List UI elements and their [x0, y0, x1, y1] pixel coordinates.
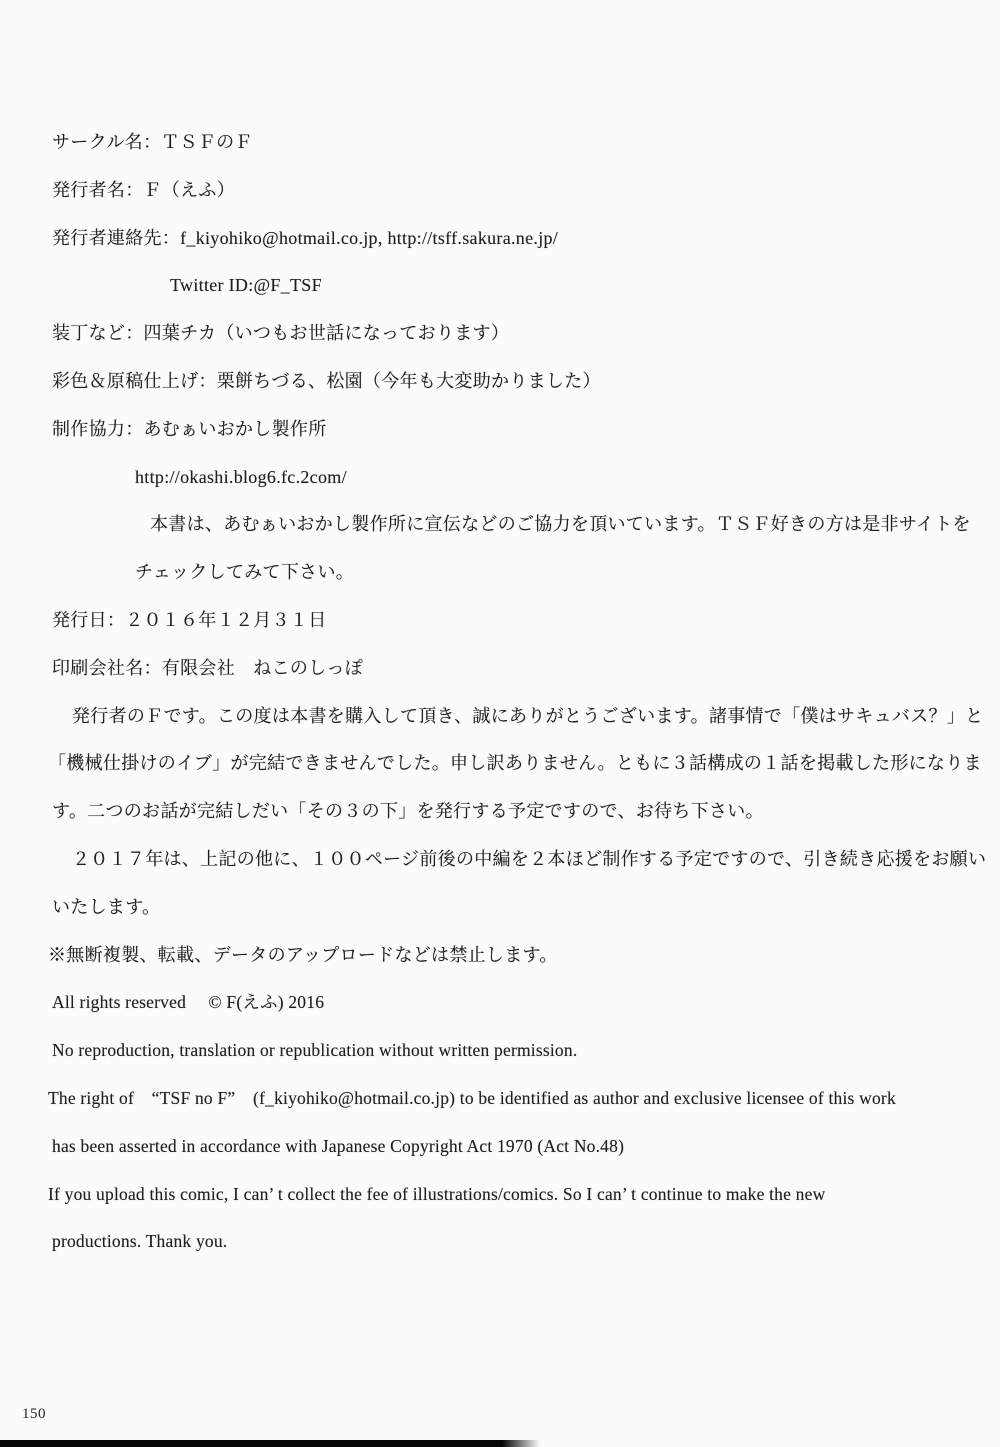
afterword-line-3: す。二つのお話が完結しだい「その３の下」を発行する予定ですので、お待ち下さい。 — [52, 801, 764, 822]
circle-name-line: サークル名：ＴＳＦのＦ — [52, 132, 253, 152]
scan-artifact-bar — [0, 1440, 540, 1447]
promo-note-line-1: 本書は、あむぁいおかし製作所に宣伝などのご協力を頂いています。ＴＳＦ好きの方は是非サイトを — [150, 514, 971, 535]
production-cooperation-line: 制作協力：あむぁいおかし製作所 — [52, 418, 327, 439]
page-number: 150 — [22, 1406, 46, 1422]
colophon-text-block — [0, 119, 1000, 1266]
rights-reserved-line: All rights reserved © F(えふ) 2016 — [52, 992, 325, 1013]
english-notice-line-2: The right of “TSF no F” (f_kiyohiko@hotmail.co.jp) to be identified as author and exclusive licensee of this work — [48, 1087, 896, 1108]
english-notice-line-1: No reproduction, translation or republication without written permission. — [52, 1040, 578, 1061]
afterword-line-2: 「機械仕掛けのイブ」が完結できませんでした。申し訳ありません。ともに３話構成の１話を掲載した形になりま — [48, 753, 982, 774]
no-reproduction-notice-line: ※無断複製、転載、データのアップロードなどは禁止します。 — [48, 944, 558, 965]
english-notice-line-4: If you upload this comic, I can’ t collect the fee of illustrations/comics. So I can’ t continue to make the new — [48, 1183, 826, 1204]
printing-company-line: 印刷会社名：有限会社 ねこのしっぽ — [52, 657, 364, 678]
promo-note-line-2: チェックしてみて下さい。 — [135, 562, 355, 583]
afterword-line-4: ２０１７年は、上記の他に、１００ページ前後の中編を２本ほど制作する予定ですので、引き続き応援をお願い — [72, 848, 987, 869]
publisher-contact-line: 発行者連絡先：f_kiyohiko@hotmail.co.jp, http://tsff.sakura.ne.jp/ — [52, 227, 559, 248]
publication-date-line: 発行日：２０１６年１２月３１日 — [52, 609, 327, 630]
design-credit-line: 装丁など：四葉チカ（いつもお世話になっております） — [52, 323, 510, 344]
afterword-line-1: 発行者のＦです。この度は本書を購入して頂き、誠にありがとうございます。諸事情で「僕はサキュバス？」と — [72, 705, 984, 726]
twitter-id-line: Twitter ID:@F_TSF — [170, 275, 322, 296]
afterword-line-5: いたします。 — [52, 896, 161, 917]
okashi-blog-url-line: http://okashi.blog6.fc.2com/ — [135, 466, 347, 487]
english-notice-line-5: productions. Thank you. — [52, 1231, 228, 1252]
publisher-name-line: 発行者名：Ｆ（えふ） — [52, 179, 235, 200]
english-notice-line-3: has been asserted in accordance with Japanese Copyright Act 1970 (Act No.48) — [52, 1135, 625, 1156]
coloring-credit-line: 彩色＆原稿仕上げ：栗餅ちづる、松園（今年も大変助かりました） — [52, 370, 601, 391]
